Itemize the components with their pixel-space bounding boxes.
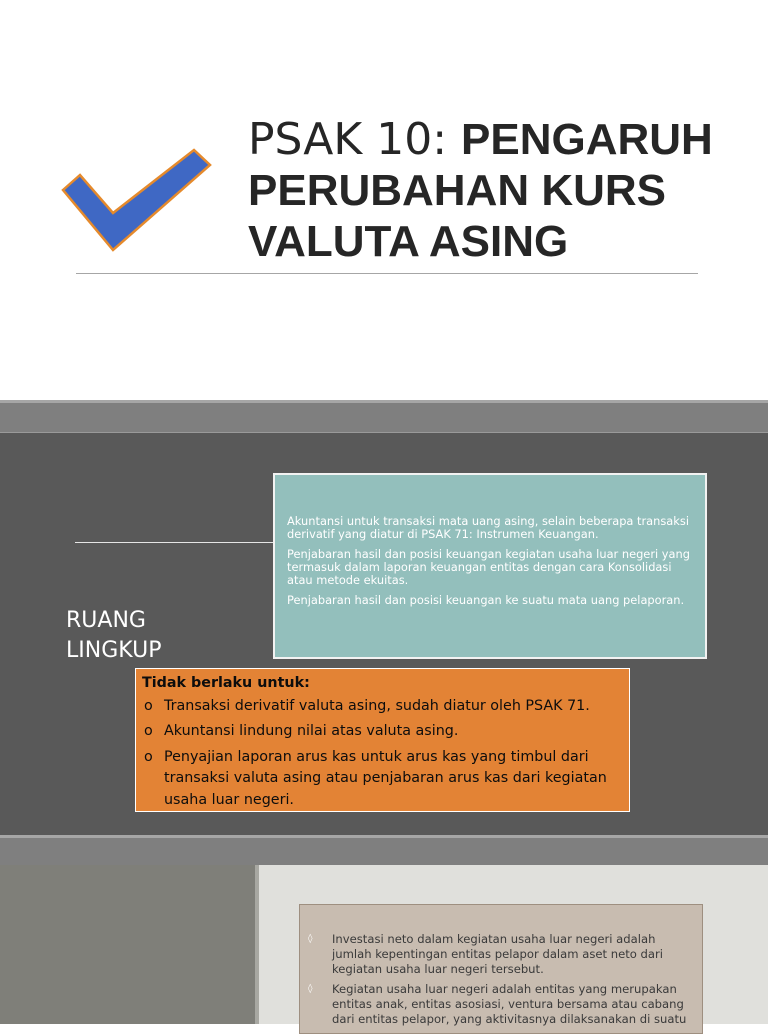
exclusion-heading: Tidak berlaku untuk: [142, 675, 310, 691]
scope-paragraph: Penjabaran hasil dan posisi keuangan kegiatan usaha luar negeri yang termasuk dalam laporan keuangan entitas dengan cara Konsolidasi atau metode ekuitas. [287, 547, 690, 587]
checkmark-icon [58, 145, 218, 255]
exclusion-text: Transaksi derivatif valuta asing, sudah diatur oleh PSAK 71. [164, 697, 590, 714]
section-title-line-1: RUANG [66, 608, 146, 633]
scope-paragraph: Akuntansi untuk transaksi mata uang asing, selain beberapa transaksi derivatif yang diatur di PSAK 71: Instrumen Keuangan. [287, 514, 689, 541]
section-title-line-2: LINGKUP [66, 638, 162, 663]
title-line-1: PENGARUH [461, 115, 713, 164]
title-slide [0, 0, 768, 400]
exclusion-list [142, 696, 619, 812]
exclusion-text: Penyajian laporan arus kas untuk arus kas yang timbul dari transaksi valuta asing atau penjabaran arus kas dari kegiatan usaha luar negeri. [164, 748, 607, 808]
scope-paragraph: Penjabaran hasil dan posisi keuangan ke suatu mata uang pelaporan. [287, 593, 685, 607]
definition-box [299, 904, 703, 1034]
definition-slide [0, 835, 768, 1024]
circle-bullet-icon: o [144, 697, 153, 714]
exclusion-item [142, 721, 619, 743]
diamond-bullet-icon: ◊ [308, 984, 313, 994]
title-divider [76, 273, 698, 274]
left-panel [0, 865, 255, 1024]
exclusion-item [142, 747, 619, 812]
definition-text: Investasi neto dalam kegiatan usaha luar negeri adalah jumlah kepentingan entitas pelapor dalam aset neto dari kegiatan usaha luar negeri tersebut. [332, 932, 663, 976]
title-line-2: PERUBAHAN KURS [248, 166, 667, 215]
exclusion-text: Akuntansi lindung nilai atas valuta asing. [164, 723, 459, 739]
header-band-divider [0, 432, 768, 433]
header-band [0, 400, 768, 432]
title-line-3: VALUTA ASING [248, 217, 569, 266]
scope-box [273, 473, 707, 659]
exclusion-item [142, 696, 619, 718]
scope-slide [0, 400, 768, 835]
circle-bullet-icon: o [144, 723, 153, 739]
title-prefix: PSAK 10: [248, 114, 462, 165]
circle-bullet-icon: o [144, 748, 153, 765]
definition-item [308, 932, 696, 977]
slide-title [248, 114, 748, 267]
definition-item [308, 982, 696, 1027]
section-title [66, 606, 161, 666]
section-divider [75, 542, 275, 543]
left-panel-edge [255, 865, 259, 1024]
exclusion-box [135, 668, 630, 812]
diamond-bullet-icon: ◊ [308, 934, 313, 944]
header-band [0, 835, 768, 865]
definition-text: Kegiatan usaha luar negeri adalah entitas yang merupakan entitas anak, entitas asosiasi, ventura bersama atau cabang dari entitas pelapor, yang aktivitasnya dilaksanakan di suatu [332, 982, 687, 1026]
